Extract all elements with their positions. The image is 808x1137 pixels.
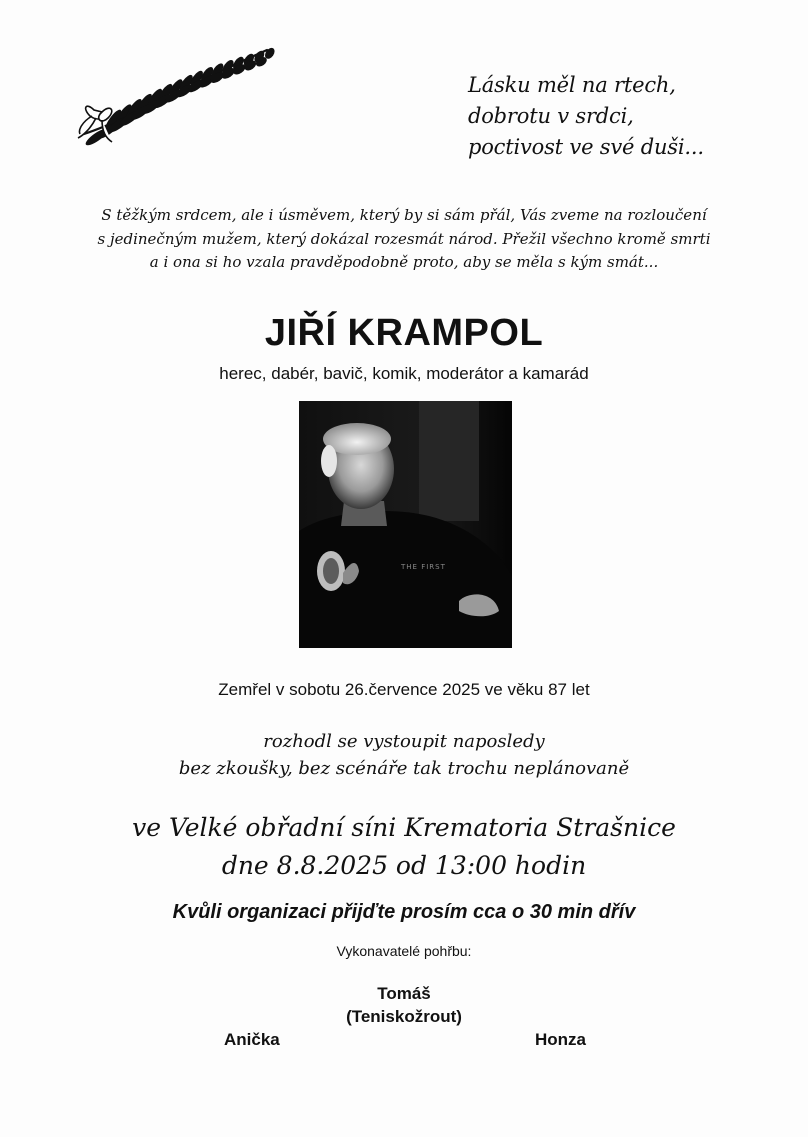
death-date: Zemřel v sobotu 26.července 2025 ve věku 87 let <box>218 680 590 699</box>
executors-label: Vykonavatelé pohřbu: <box>336 943 472 959</box>
motto-line: Lásku měl na rtech, <box>468 73 676 97</box>
intro-line: a i ona si ho vzala pravděpodobně proto, aby se měla s kým smát... <box>149 253 659 271</box>
executor-nickname: (Teniskožrout) <box>346 1007 462 1026</box>
executor-name: Honza <box>535 1030 586 1049</box>
ceremony-datetime: dne 8.8.2025 od 13:00 hodin <box>221 851 587 880</box>
executor-name: Anička <box>224 1030 280 1049</box>
motto-line: dobrotu v srdci, <box>468 104 634 128</box>
palm-branch-icon <box>72 38 282 148</box>
quote-block <box>0 728 808 782</box>
portrait-photo-graphic <box>299 401 512 648</box>
quote-line: rozhodl se vystoupit naposledy <box>263 731 545 752</box>
quote-line: bez zkoušky, bez scénáře tak trochu neplánovaně <box>178 758 630 779</box>
ceremony-location: ve Velké obřadní síni Krematoria Strašnice <box>132 813 676 842</box>
executor-name: Tomáš <box>377 984 431 1003</box>
intro-line: s jedinečným mužem, který dokázal rozesmát národ. Přežil všechno kromě smrti <box>97 229 711 248</box>
ceremony-place <box>0 809 808 885</box>
intro-line: S těžkým srdcem, ale i úsměvem, který by si sám přál, Vás zveme na rozloučení <box>101 206 707 224</box>
shirt-text: THE FIRST <box>401 563 446 571</box>
arrival-note: Kvůli organizaci přijďte prosím cca o 30 min dřív <box>172 901 636 923</box>
deceased-name: JIŘÍ KRAMPOL <box>264 312 544 354</box>
intro-paragraph <box>0 204 808 275</box>
motto-line: poctivost ve své duši... <box>468 135 704 159</box>
motto-block <box>468 70 704 163</box>
portrait-photo <box>299 401 512 648</box>
deceased-roles: herec, dabér, bavič, komik, moderátor a kamarád <box>219 364 589 383</box>
